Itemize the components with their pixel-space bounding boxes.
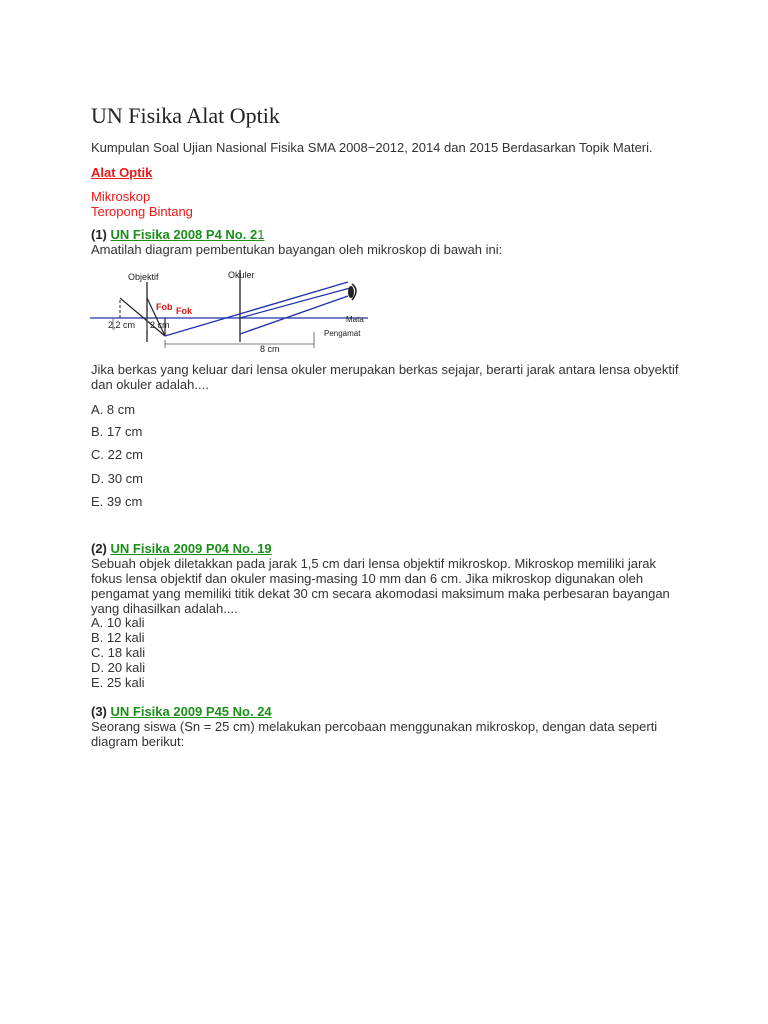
q2-option-e: E. 25 kali	[91, 675, 145, 690]
q1-option-b: B. 17 cm	[91, 424, 143, 439]
eye-pupil	[348, 286, 354, 298]
eye-ray-3	[240, 288, 350, 318]
q1-number: (1)	[91, 227, 107, 242]
label-mata: Mata	[346, 315, 364, 324]
q2-option-a: A. 10 kali	[91, 615, 145, 630]
q1-source-link[interactable]: UN Fisika 2008 P4 No. 21	[110, 227, 265, 242]
topic-link-mikroskop[interactable]: Mikroskop	[91, 189, 151, 204]
label-fok: Fok	[176, 306, 193, 316]
q1-prompt: Amatilah diagram pembentukan bayangan oleh mikroskop di bawah ini:	[91, 242, 503, 257]
q2-question: Sebuah objek diletakkan pada jarak 1,5 cm dari lensa objektif mikroskop. Mikroskop memiliki jarak fokus lensa objektif dan okuler masing-masing 10 mm dan 6 cm. Jika mikroskop digunakan oleh pengamat yang memiliki titik dekat 30 cm secara akomodasi maksimum maka perbesaran bayangan yang dihasilkan adalah....	[91, 556, 670, 616]
q3-header	[91, 704, 272, 719]
q2-header	[91, 541, 272, 556]
label-d2: 2 cm	[150, 320, 170, 330]
q1-option-d: D. 30 cm	[91, 471, 144, 486]
label-d3: 8 cm	[260, 344, 280, 354]
q2-option-c: C. 18 kali	[91, 645, 146, 660]
q1-header	[91, 227, 264, 242]
microscope-diagram	[90, 262, 370, 354]
q3-question: Seorang siswa (Sn = 25 cm) melakukan percobaan menggunakan mikroskop, dengan data seperti diagram berikut:	[91, 719, 658, 749]
label-d1: 2,2 cm	[108, 320, 136, 330]
q1-option-a: A. 8 cm	[91, 402, 136, 417]
section-heading[interactable]: Alat Optik	[91, 165, 153, 180]
q1-option-e: E. 39 cm	[91, 494, 143, 509]
label-okuler: Okuler	[228, 270, 255, 280]
intro-text: Kumpulan Soal Ujian Nasional Fisika SMA 2008−2012, 2014 dan 2015 Berdasarkan Topik Materi.	[91, 140, 653, 155]
q3-source-link[interactable]: UN Fisika 2009 P45 No. 24	[110, 704, 272, 719]
q2-source-link[interactable]: UN Fisika 2009 P04 No. 19	[110, 541, 272, 556]
label-pengamat: Pengamat	[324, 329, 361, 338]
q2-number: (2)	[91, 541, 107, 556]
topic-link-teropong[interactable]: Teropong Bintang	[91, 204, 193, 219]
label-fob: Fob	[156, 302, 173, 312]
label-objektif: Objektif	[128, 272, 159, 282]
q3-number: (3)	[91, 704, 107, 719]
q2-option-d: D. 20 kali	[91, 660, 146, 675]
q1-question: Jika berkas yang keluar dari lensa okuler merupakan berkas sejajar, berarti jarak antara lensa obyektif dan okuler adalah....	[91, 362, 679, 392]
q1-option-c: C. 22 cm	[91, 447, 144, 462]
q2-option-b: B. 12 kali	[91, 630, 145, 645]
page-title: UN Fisika Alat Optik	[91, 103, 280, 128]
